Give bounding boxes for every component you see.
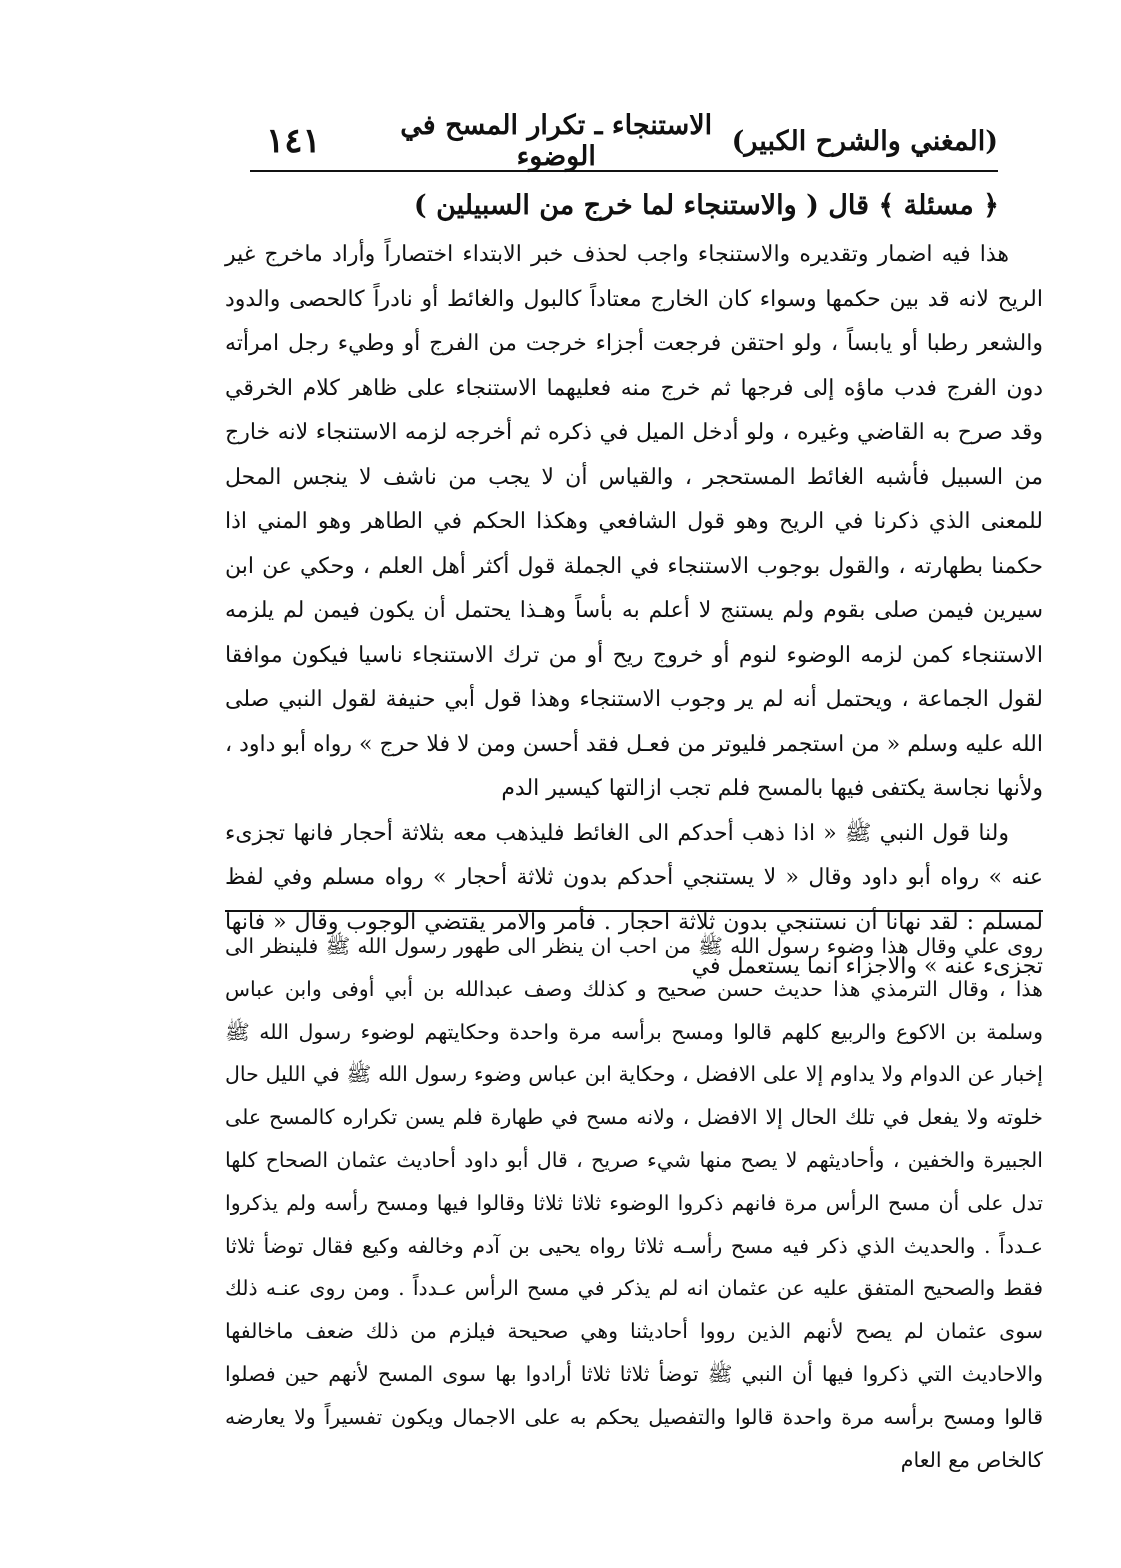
footnote-text: روى علي وقال هذا وضوء رسول الله ﷺ من احب ان ينظر الى طهور رسول الله ﷺ فلينظر الى هذا ، وقال الترمذي هذا حديث حسن صحيح و كذلك وصف عبدالله بن أبي أوفى وابن عباس وسلمة بن الاكوع والربيع كلهم قالوا ومسح برأسه مرة واحدة وحكايتهم لوضوء رسول الله ﷺ إخبار عن الدوام ولا يداوم إلا على الافضل ، وحكاية ابن عباس وضوء رسول الله ﷺ في الليل حال خلوته ولا يفعل في تلك الحال إلا الافضل ، ولانه مسح في طهارة فلم يسن تكراره كالمسح على الجبيرة والخفين ، وأحاديثهم لا يصح منها شيء صريح ، قال أبو داود أحاديث عثمان الصحاح كلها تدل على أن مسح الرأس مرة فانهم ذكروا الوضوء ثلاثا ثلاثا وقالوا فيها ومسح رأسه ولم يذكروا عـدداً . والحديث الذي ذكر فيه مسح رأسـه ثلاثا رواه يحيى بن آدم وخالفه وكيع فقال توضأ ثلاثا فقط والصحيح المتفق عليه عن عثمان انه لم يذكر في مسح الرأس عـدداً . ومن روى عنـه ذلك سوى عثمان لم يصح لأنهم الذين رووا أحاديثنا وهي صحيحة فيلزم من ذلك ضعف ماخالفها والاحاديث التي ذكروا فيها أن النبي ﷺ توضأ ثلاثا ثلاثا أرادوا بها سوى المسح لأنهم حين فصلوا قالوا ومسح برأسه مرة واحدة قالوا والتفصيل يحكم به على الاجمال ويكون تفسيراً ولا يعارضه كالخاص مع العام <box>225 934 1043 1472</box>
chapter-title: الاستنجاء ـ تكرار المسح في الوضوء <box>400 110 713 172</box>
running-header <box>250 112 998 170</box>
paragraph-1: هذا فيه اضمار وتقديره والاستنجاء واجب لحذف خبر الابتداء اختصاراً وأراد ماخرج غير الريح لانه قد بين حكمها وسواء كان الخارج معتاداً كالبول والغائط أو نادراً كالحصى والدود والشعر رطبا أو يابساً ، ولو احتقن فرجعت أجزاء خرجت من الفرج أو وطيء رجل امرأته دون الفرج فدب ماؤه إلى فرجها ثم خرج منه فعليهما الاستنجاء على ظاهر كلام الخرقي وقد صرح به القاضي وغيره ، ولو أدخل الميل في ذكره ثم أخرجه لزمه الاستنجاء لانه خارج من السبيل فأشبه الغائط المستحجر ، والقياس أن لا يجب من ناشف لا ينجس المحل للمعنى الذي ذكرنا في الريح وهو قول الشافعي وهكذا الحكم في الطاهر وهو المني اذا حكمنا بطهارته ، والقول بوجوب الاستنجاء في الجملة قول أكثر أهل العلم ، وحكي عن ابن سيرين فيمن صلى بقوم ولم يستنج لا أعلم به بأساً وهـذا يحتمل أن يكون فيمن لم يلزمه الاستنجاء كمن لزمه الوضوء لنوم أو خروج ريح أو من ترك الاستنجاء ناسيا فيكون موافقا لقول الجماعة ، ويحتمل أنه لم ير وجوب الاستنجاء وهذا قول أبي حنيفة لقول النبي صلى الله عليه وسلم « من استجمر فليوتر من فعـل فقد أحسن ومن لا فلا حرج » رواه أبو داود ، ولأنها نجاسة يكتفى فيها بالمسح فلم تجب ازالتها كيسير الدم <box>225 242 1043 801</box>
book-title: (المغني والشرح الكبير) <box>731 125 998 157</box>
header-divider <box>250 170 998 172</box>
paragraph-2: ولنا قول النبي ﷺ « اذا ذهب أحدكم الى الغائط فليذهب معه بثلاثة أحجار فانها تجزىء عنه » رواه أبو داود وقال « لا يستنجي أحدكم بدون ثلاثة أحجار » رواه مسلم وفي لفظ لمسلم : لقد نهانا أن نستنجي بدون ثلاثة احجار . فأمر والامر يقتضي الوجوب وقال « فانها تجزىء عنه » والاجزاء انما يستعمل في <box>225 820 1043 979</box>
main-body <box>225 233 1043 990</box>
footnote-divider <box>225 910 1043 912</box>
page-number: ١٤١ <box>266 121 321 161</box>
section-heading: ﴿ مسئلة ﴾ قال ( والاستنجاء لما خرج من السبيلين ) <box>413 190 999 221</box>
